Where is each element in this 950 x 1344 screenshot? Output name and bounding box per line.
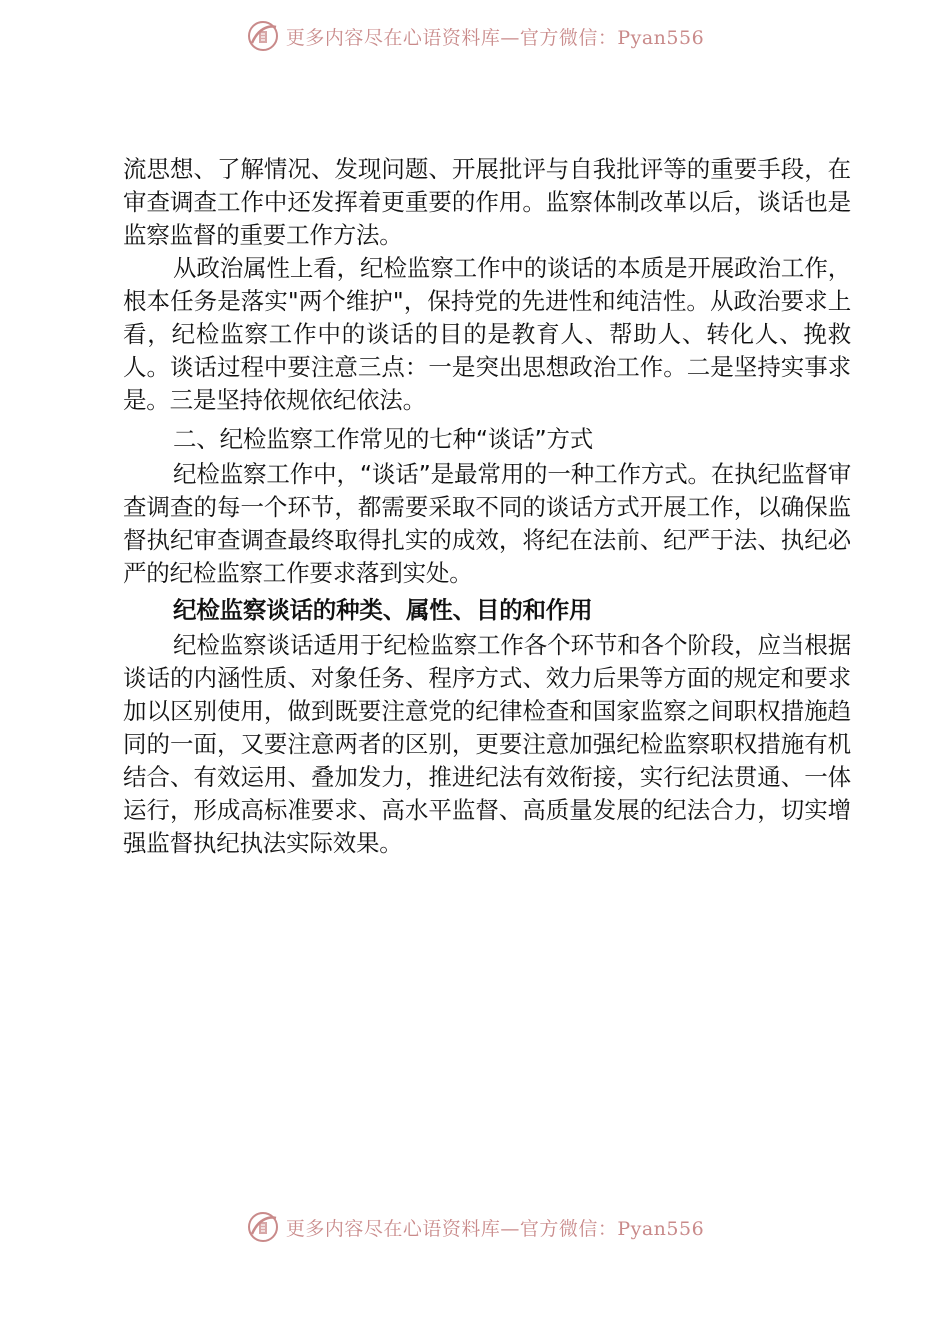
section-heading-seven-talks: 二、纪检监察工作常见的七种“谈话”方式 <box>173 425 594 453</box>
watermark-footer <box>0 1207 950 1247</box>
paragraph-continuation: 流思想、了解情况、发现问题、开展批评与自我批评等的重要手段，在审查调查工作中还发挥着更重要的作用。监察体制改革以后，谈话也是监察监督的重要工作方法。 <box>123 155 851 249</box>
watermark-text: 更多内容尽在心语资料库—官方微信：Pyan556 <box>285 26 705 49</box>
paragraph-talk-method: 纪检监察工作中，“谈话”是最常用的一种工作方式。在执纪监督审查调查的每一个环节，都需要采取不同的谈话方式开展工作，以确保监督执纪审查调查最终取得扎实的成效，将纪在法前、纪严于法、执纪必严的纪检监察工作要求落到实处。 <box>123 460 851 587</box>
paragraph-talk-application: 纪检监察谈话适用于纪检监察工作各个环节和各个阶段，应当根据谈话的内涵性质、对象任务、程序方式、效力后果等方面的规定和要求加以区别使用，做到既要注意党的纪律检查和国家监察之间职权措施趋同的一面，又要注意两者的区别，更要注意加强纪检监察职权措施有机结合、有效运用、叠加发力，推进纪法有效衔接，实行纪法贯通、一体运行，形成高标准要求、高水平监督、高质量发展的纪法合力，切实增强监督执纪执法实际效果。 <box>123 631 851 857</box>
watermark-text: 更多内容尽在心语资料库—官方微信：Pyan556 <box>285 1217 705 1240</box>
paragraph-political-attribute: 从政治属性上看，纪检监察工作中的谈话的本质是开展政治工作，根本任务是落实"两个维护"，保持党的先进性和纯洁性。从政治要求上看，纪检监察工作中的谈话的目的是教育人、帮助人、转化人、挽救人。谈话过程中要注意三点：一是突出思想政治工作。二是坚持实事求是。三是坚持依规依纪依法。 <box>123 254 851 414</box>
watermark-header <box>0 16 950 56</box>
document-body <box>123 153 851 860</box>
subheading-talk-types: 纪检监察谈话的种类、属性、目的和作用 <box>173 596 593 624</box>
logo-icon <box>246 19 280 53</box>
logo-icon <box>246 1210 280 1244</box>
